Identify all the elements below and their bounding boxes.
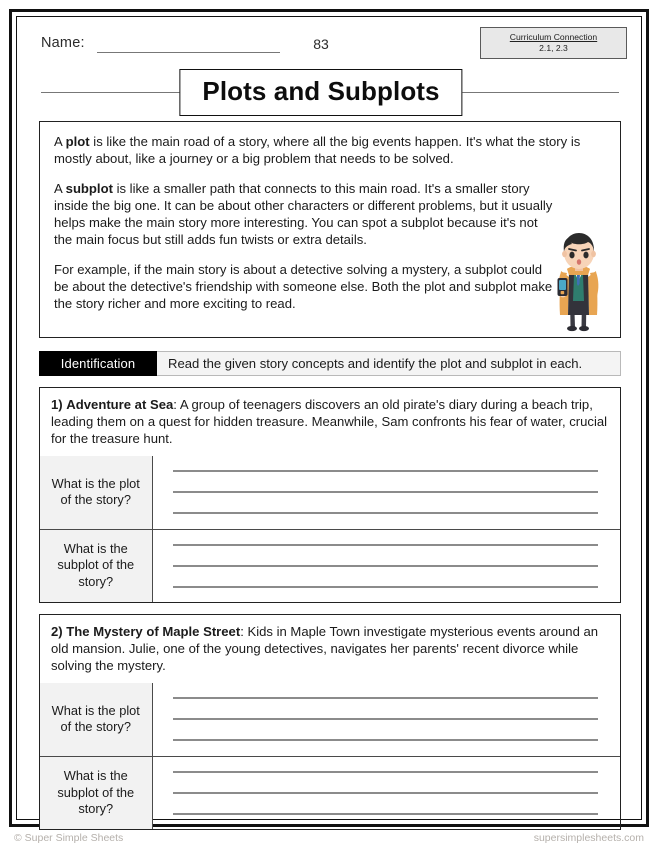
definition-term-plot: plot [65, 134, 90, 149]
worksheet-sheet [17, 17, 641, 819]
answer-label-plot: What is the plot of the story? [40, 456, 152, 529]
answer-label-subplot: What is the subplot of the story? [40, 529, 152, 602]
name-input-line[interactable] [97, 52, 280, 53]
answer-area-subplot[interactable] [152, 756, 620, 829]
definition-p1-pre: A [54, 134, 66, 149]
footer-website: supersimplesheets.com [533, 832, 644, 844]
curriculum-connection-box [480, 27, 627, 59]
definition-box [39, 121, 621, 338]
write-line[interactable] [173, 813, 599, 815]
write-line[interactable] [173, 512, 599, 514]
write-line[interactable] [173, 544, 599, 546]
worksheet-title-area [35, 69, 623, 115]
name-label: Name: [41, 35, 85, 51]
question-block [39, 387, 621, 603]
definition-paragraph-example: For example, if the main story is about a detective solving a mystery, a subplot could be about the detective's friendship with someone else. Both the plot and subplot make the story richer and more exciting to read. [54, 262, 553, 312]
answer-label-subplot: What is the subplot of the story? [40, 756, 152, 829]
answer-area-plot[interactable] [152, 456, 620, 529]
table-row [40, 756, 620, 829]
section-tag-identification: Identification [39, 351, 157, 376]
write-line[interactable] [173, 718, 599, 720]
question-block [39, 614, 621, 830]
write-line[interactable] [173, 491, 599, 493]
write-line[interactable] [173, 470, 599, 472]
table-row [40, 529, 620, 602]
write-line[interactable] [173, 739, 599, 741]
worksheet-page-inner-border [16, 16, 642, 820]
write-line[interactable] [173, 792, 599, 794]
worksheet-page-border [9, 9, 649, 827]
question-body: : A group of teenagers discovers an old pirate's diary during a beach trip, leading them on a quest for hidden treasure. Meanwhile, Sam confronts his fear of water, crucial for the treasure hunt. [51, 397, 608, 447]
write-line[interactable] [173, 586, 599, 588]
answer-area-subplot[interactable] [152, 529, 620, 602]
worksheet-header [35, 31, 623, 65]
question-number: 2) [51, 624, 63, 640]
question-title: Adventure at Sea [66, 397, 174, 413]
question-prompt [40, 615, 620, 683]
write-line[interactable] [173, 697, 599, 699]
answer-table [40, 456, 620, 602]
write-line[interactable] [173, 771, 599, 773]
definition-p2-post: is like a smaller path that connects to this main road. It's a smaller story inside the big one. It can be about other characters or different problems, but it usually helps make the main story more interesting. You can spot a subplot because it's not the main focus but still adds fun twists or extra details. [54, 181, 553, 248]
definition-paragraph-subplot [54, 180, 554, 248]
curriculum-connection-title: Curriculum Connection [509, 32, 598, 42]
table-row [40, 456, 620, 529]
detective-character-illustration [544, 231, 614, 337]
definition-paragraph-plot [54, 133, 606, 167]
question-number: 1) [51, 397, 63, 413]
question-body: : Kids in Maple Town investigate mysterious events around an old mansion. Julie, one of the young detectives, navigates her parents' recent divorce while solving the mystery. [51, 624, 599, 674]
answer-area-plot[interactable] [152, 683, 620, 756]
worksheet-footer [14, 832, 644, 844]
answer-table [40, 683, 620, 829]
answer-label-plot: What is the plot of the story? [40, 683, 152, 756]
section-header-bar [39, 351, 621, 376]
section-instruction-text: Read the given story concepts and identify the plot and subplot in each. [157, 351, 621, 376]
curriculum-connection-codes: 2.1, 2.3 [539, 42, 568, 53]
page-title: Plots and Subplots [179, 69, 462, 116]
definition-p2-pre: A [54, 181, 66, 197]
write-line[interactable] [173, 565, 599, 567]
question-prompt [40, 388, 620, 456]
question-title: The Mystery of Maple Street [66, 624, 241, 640]
footer-copyright: © Super Simple Sheets [14, 832, 124, 844]
table-row [40, 683, 620, 756]
page-number: 83 [313, 36, 329, 52]
definition-term-subplot: subplot [65, 181, 113, 197]
definition-p1-post: is like the main road of a story, where all the big events happen. It's what the story is mostly about, like a journey or a big problem that needs to be solved. [54, 134, 581, 167]
